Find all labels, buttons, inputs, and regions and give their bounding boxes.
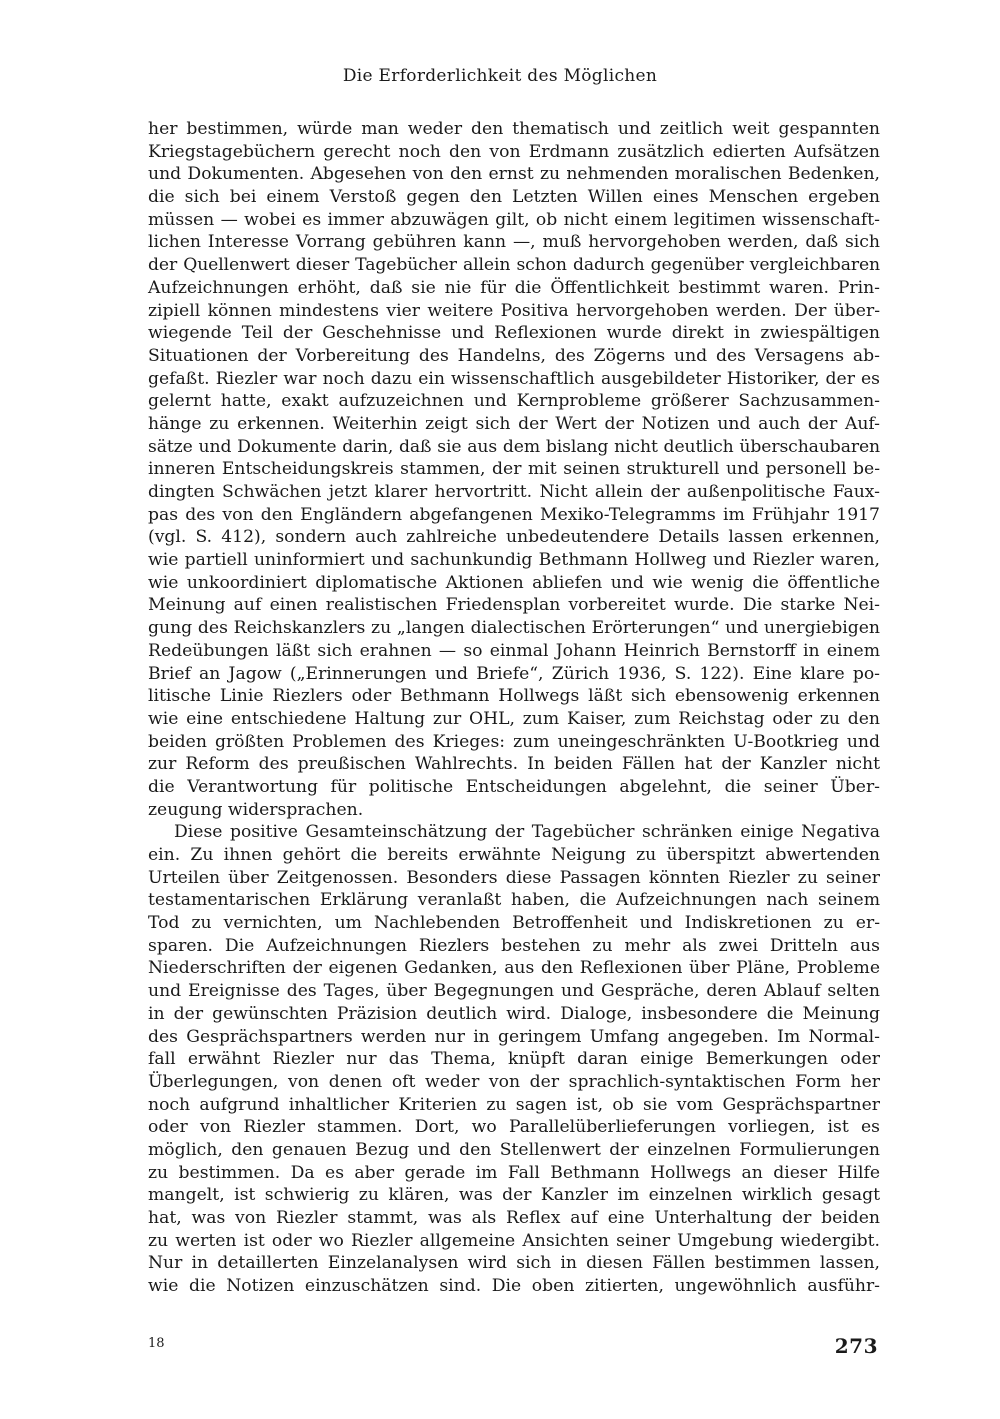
text-line: sparen. Die Aufzeichnungen Riezlers bestehen zu mehr als zwei Dritteln aus — [148, 935, 880, 956]
text-line: fall erwähnt Riezler nur das Thema, knüpft daran einige Bemerkungen oder — [148, 1049, 880, 1070]
text-line: Tod zu vernichten, um Nachlebenden Betroffenheit und Indiskretionen zu er- — [148, 913, 880, 934]
text-line: ein. Zu ihnen gehört die bereits erwähnte Neigung zu überspitzt abwertenden — [148, 845, 880, 865]
text-line: die sich bei einem Verstoß gegen den Letzten Willen eines Menschen ergeben — [148, 187, 880, 208]
text-line: wie unkoordiniert diplomatische Aktionen abliefen und wie wenig die öffentliche — [148, 572, 880, 593]
text-line: Diese positive Gesamteinschätzung der Tagebücher schränken einige Negativa — [174, 822, 880, 843]
text-line: wie eine entschiedene Haltung zur OHL, zum Kaiser, zum Reichstag oder zu den — [148, 708, 880, 729]
text-line: wie die Notizen einzuschätzen sind. Die oben zitierten, ungewöhnlich ausführ- — [148, 1276, 880, 1297]
text-line: und Dokumenten. Abgesehen von den ernst zu nehmenden moralischen Bedenken, — [148, 164, 880, 185]
text-line: Kriegstagebüchern gerecht noch den von Erdmann zusätzlich edierten Aufsätzen — [148, 141, 880, 162]
text-line: sätze und Dokumente darin, daß sie aus dem bislang nicht deutlich überschaubaren — [148, 436, 880, 457]
text-line: des Gesprächspartners werden nur in geringem Umfang angegeben. Im Normal- — [148, 1026, 880, 1047]
text-line: Urteilen über Zeitgenossen. Besonders diese Passagen könnten Riezler zu seiner — [148, 867, 880, 888]
text-line: (vgl. S. 412), sondern auch zahlreiche unbedeutendere Details lassen erkennen, — [148, 527, 880, 548]
text-line: oder von Riezler stammen. Dort, wo Parallelüberlieferungen vorliegen, ist es — [148, 1117, 880, 1138]
text-line: dingten Schwächen jetzt klarer hervortritt. Nicht allein der außenpolitische Faux- — [148, 482, 880, 502]
text-line: die Verantwortung für politische Entscheidungen abgelehnt, die seiner Über- — [148, 776, 880, 797]
text-line: Situationen der Vorbereitung des Handelns, des Zögerns und des Versagens ab- — [148, 345, 880, 366]
text-line: noch aufgrund inhaltlicher Kriterien zu sagen ist, ob sie vom Gesprächspartner — [148, 1094, 880, 1115]
text-line: her bestimmen, würde man weder den thematisch und zeitlich weit gespannten — [148, 119, 880, 139]
text-line: Aufzeichnungen erhöht, daß sie nie für die Öffentlichkeit bestimmt waren. Prin- — [148, 277, 880, 298]
text-line: hänge zu erkennen. Weiterhin zeigt sich der Wert der Notizen und auch der Auf- — [148, 413, 880, 434]
text-line: lichen Interesse Vorrang gebühren kann —, muß hervorgehoben werden, daß sich — [148, 232, 880, 253]
text-line: zu bestimmen. Da es aber gerade im Fall Bethmann Hollwegs an dieser Hilfe — [148, 1162, 880, 1183]
text-line: zeugung widersprachen. — [148, 799, 364, 820]
text-line: zu werten ist oder wo Riezler allgemeine Ansichten seiner Umgebung wiedergibt. — [148, 1230, 880, 1251]
text-line: Nur in detaillerten Einzelanalysen wird sich in diesen Fällen bestimmen lassen, — [148, 1253, 880, 1274]
text-line: mangelt, ist schwierig zu klären, was der Kanzler im einzelnen wirklich gesagt — [148, 1185, 880, 1206]
text-line: Überlegungen, von denen oft weder von der sprachlich-syntaktischen Form her — [148, 1071, 880, 1092]
text-line: litische Linie Riezlers oder Bethmann Hollwegs läßt sich ebensowenig erkennen — [148, 686, 880, 707]
paragraph — [148, 118, 880, 821]
text-line: pas des von den Engländern abgefangenen Mexiko-Telegramms im Frühjahr 1917 — [148, 504, 880, 525]
signature-mark: 18 — [148, 1336, 165, 1351]
text-line: Redeübungen läßt sich erahnen — so einmal Johann Heinrich Bernstorff in einem — [148, 640, 880, 661]
text-line: und Ereignisse des Tages, über Begegnungen und Gespräche, deren Ablauf selten — [148, 981, 880, 1002]
text-line: gefaßt. Riezler war noch dazu ein wissenschaftlich ausgebildeter Historiker, der es — [148, 368, 880, 389]
text-line: wiegende Teil der Geschehnisse und Reflexionen wurde direkt in zwiespältigen — [148, 323, 880, 344]
text-line: gung des Reichskanzlers zu „langen dialectischen Erörterungen“ und unergiebigen — [148, 618, 880, 639]
text-line: zipiell können mindestens vier weitere Positiva hervorgehoben werden. Der über- — [148, 300, 880, 321]
text-line: möglich, den genauen Bezug und den Stellenwert der einzelnen Formulierungen — [148, 1139, 880, 1160]
text-line: der Quellenwert dieser Tagebücher allein schon dadurch gegenüber vergleichbaren — [148, 255, 880, 276]
page-number: 273 — [834, 1334, 878, 1358]
text-line: hat, was von Riezler stammt, was als Reflex auf eine Unterhaltung der beiden — [148, 1208, 880, 1228]
text-line: Meinung auf einen realistischen Friedensplan vorbereitet wurde. Die starke Nei- — [148, 595, 880, 616]
text-line: beiden größten Problemen des Krieges: zum uneingeschränkten U-Bootkrieg und — [148, 731, 880, 752]
text-line: wie partiell uninformiert und sachunkundig Bethmann Hollweg und Riezler waren, — [148, 550, 880, 571]
text-line: zur Reform des preußischen Wahlrechts. In beiden Fällen hat der Kanzler nicht — [148, 754, 880, 775]
paragraph — [148, 821, 880, 1297]
running-head: Die Erforderlichkeit des Möglichen — [342, 66, 658, 86]
body-text — [148, 118, 880, 1298]
text-line: testamentarischen Erklärung veranlaßt haben, die Aufzeichnungen nach seinem — [148, 890, 880, 911]
text-line: in der gewünschten Präzision deutlich wird. Dialoge, insbesondere die Meinung — [148, 1003, 880, 1024]
text-line: müssen — wobei es immer abzuwägen gilt, ob nicht einem legitimen wissenschaft- — [148, 209, 880, 230]
text-line: Brief an Jagow („Erinnerungen und Briefe“, Zürich 1936, S. 122). Eine klare po- — [148, 663, 880, 684]
text-line: gelernt hatte, exakt aufzuzeichnen und Kernprobleme größerer Sachzusammen- — [148, 391, 880, 412]
text-line: Niederschriften der eigenen Gedanken, aus den Reflexionen über Pläne, Probleme — [148, 958, 880, 979]
text-line: inneren Entscheidungskreis stammen, der mit seinen strukturell und personell be- — [148, 459, 880, 480]
